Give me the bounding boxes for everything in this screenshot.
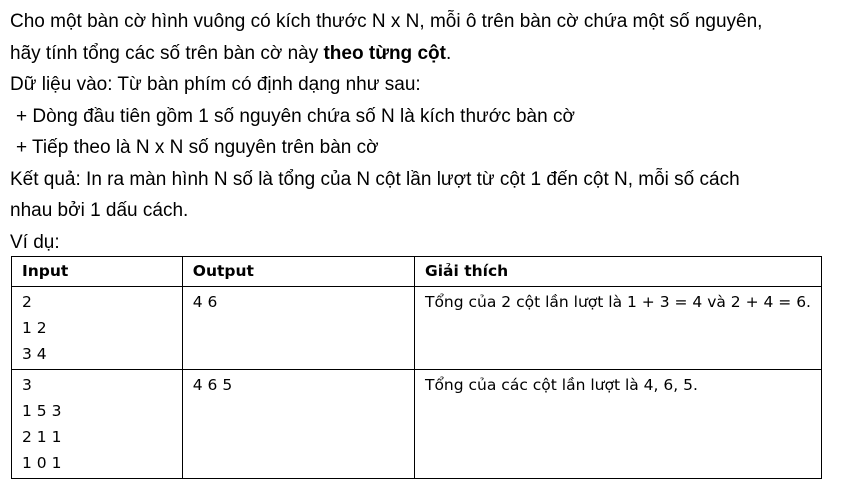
table-row xyxy=(12,370,822,479)
output-cell xyxy=(182,287,414,370)
input-line: 2 xyxy=(22,293,32,311)
output-description-line-1: Kết quả: In ra màn hình N số là tổng của N cột lần lượt từ cột 1 đến cột N, mỗi số cách xyxy=(10,168,740,190)
input-cell xyxy=(12,287,183,370)
output-line: 4 6 xyxy=(192,293,218,311)
input-item-1: + Dòng đầu tiên gồm 1 số nguyên chứa số N là kích thước bàn cờ xyxy=(16,105,575,127)
output-description-line-2: nhau bởi 1 dấu cách. xyxy=(10,200,189,221)
problem-line-1: Cho một bàn cờ hình vuông có kích thước N x N, mỗi ô trên bàn cờ chứa một số nguyên, xyxy=(10,11,763,32)
example-table xyxy=(11,256,822,479)
problem-line-2-emphasis: theo từng cột xyxy=(323,42,446,64)
input-line: 3 xyxy=(22,376,32,394)
input-line: 3 4 xyxy=(22,345,47,363)
output-cell xyxy=(182,370,414,479)
problem-line-2 xyxy=(10,38,836,70)
header-input: Input xyxy=(12,257,183,287)
input-description: Dữ liệu vào: Từ bàn phím có định dạng như sau: xyxy=(10,74,421,95)
header-output: Output xyxy=(182,257,414,287)
table-header-row xyxy=(12,257,822,287)
input-cell xyxy=(12,370,183,479)
input-line: 1 2 xyxy=(22,319,47,337)
explanation-text: Tổng của các cột lần lượt là 4, 6, 5. xyxy=(424,376,698,394)
problem-statement xyxy=(10,6,836,258)
input-line: 2 1 1 xyxy=(22,428,62,446)
explanation-cell xyxy=(414,370,821,479)
problem-line-2-prefix: hãy tính tổng các số trên bàn cờ này xyxy=(10,42,324,64)
table-row xyxy=(12,287,822,370)
input-item-2: + Tiếp theo là N x N số nguyên trên bàn cờ xyxy=(16,137,379,158)
explanation-cell xyxy=(414,287,821,370)
header-explanation: Giải thích xyxy=(414,257,821,287)
explanation-text: Tổng của 2 cột lần lượt là 1 + 3 = 4 và 2 + 4 = 6. xyxy=(424,293,811,311)
example-label: Ví dụ: xyxy=(10,231,60,253)
input-line: 1 5 3 xyxy=(22,402,62,420)
input-line: 1 0 1 xyxy=(22,454,62,472)
problem-line-2-suffix: . xyxy=(445,42,452,64)
output-line: 4 6 5 xyxy=(192,376,233,394)
